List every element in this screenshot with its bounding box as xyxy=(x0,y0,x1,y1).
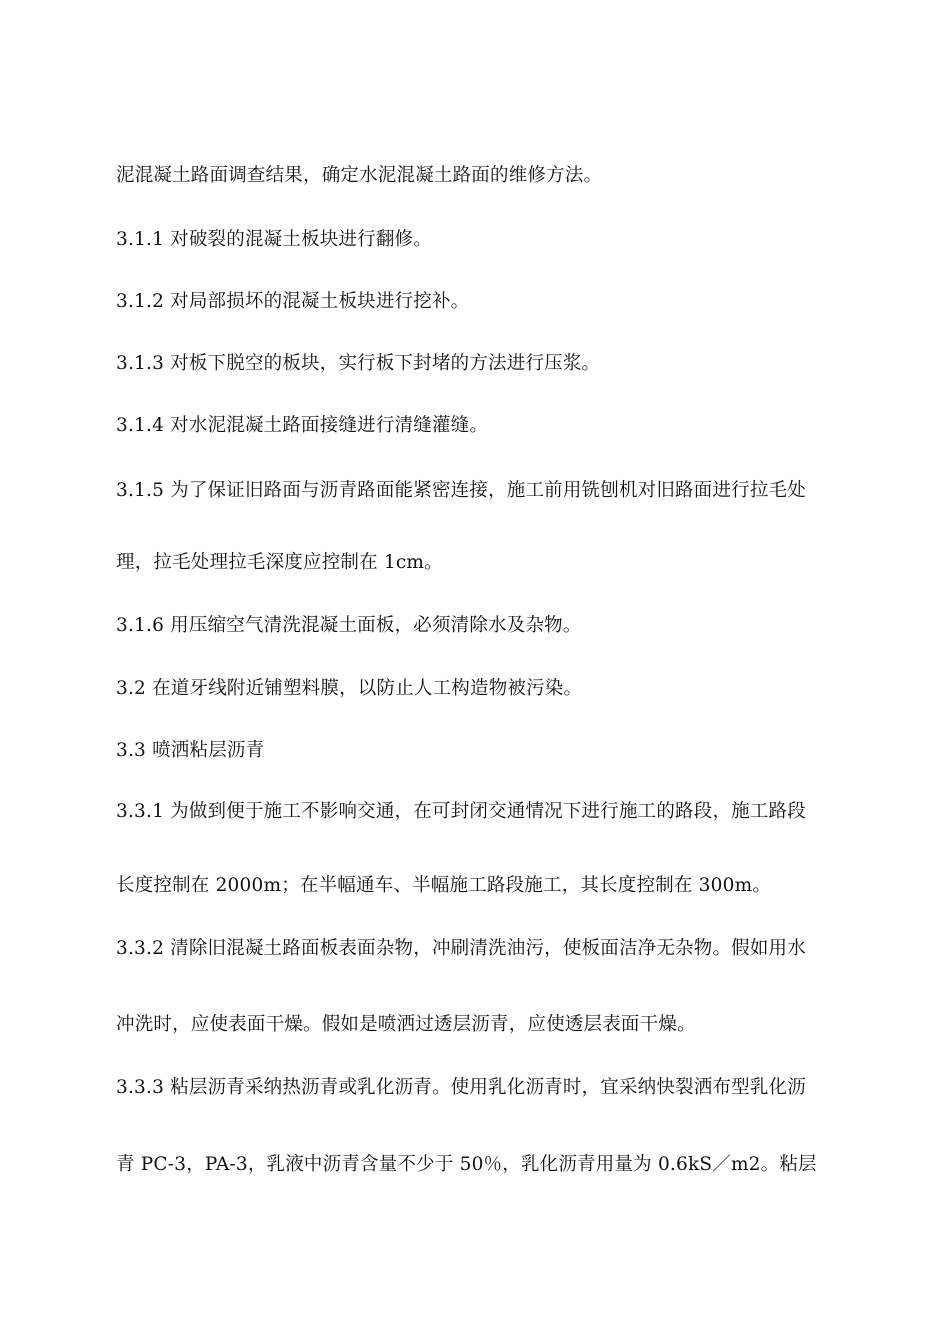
text-line: 青 PC-3，PA-3，乳液中沥青含量不少于 50％，乳化沥青用量为 0.6kS／m2。粘层 xyxy=(116,1154,817,1175)
text-line: 3.1.4 对水泥混凝土路面接缝进行清缝灌缝。 xyxy=(116,415,489,436)
text-line: 冲洗时，应使表面干燥。假如是喷洒过透层沥青，应使透层表面干燥。 xyxy=(116,1014,696,1035)
text-line: 3.3.1 为做到便于施工不影响交通，在可封闭交通情况下进行施工的路段，施工路段 xyxy=(116,801,806,822)
text-line: 理，拉毛处理拉毛深度应控制在 1cm。 xyxy=(116,552,443,573)
text-line: 3.1.6 用压缩空气清洗混凝土面板，必须清除水及杂物。 xyxy=(116,615,582,636)
text-line: 3.1.5 为了保证旧路面与沥青路面能紧密连接，施工前用铣刨机对旧路面进行拉毛处 xyxy=(116,480,806,501)
text-line: 3.3.2 清除旧混凝土路面板表面杂物，冲刷清洗油污，使板面洁净无杂物。假如用水 xyxy=(116,938,806,959)
text-line: 3.1.3 对板下脱空的板块，实行板下封堵的方法进行压浆。 xyxy=(116,353,601,374)
text-line: 3.1.2 对局部损坏的混凝土板块进行挖补。 xyxy=(116,291,470,312)
text-line: 长度控制在 2000m；在半幅通车、半幅施工路段施工，其长度控制在 300m。 xyxy=(116,875,772,896)
text-line: 3.2 在道牙线附近铺塑料膜，以防止人工构造物被污染。 xyxy=(116,678,583,699)
section-heading: 3.3 喷洒粘层沥青 xyxy=(116,740,265,761)
text-line: 3.3.3 粘层沥青采纳热沥青或乳化沥青。使用乳化沥青时，宜采纳快裂洒布型乳化沥 xyxy=(116,1077,806,1098)
text-line: 3.1.1 对破裂的混凝土板块进行翻修。 xyxy=(116,229,432,250)
text-line: 泥混凝土路面调查结果，确定水泥混凝土路面的维修方法。 xyxy=(116,165,603,186)
